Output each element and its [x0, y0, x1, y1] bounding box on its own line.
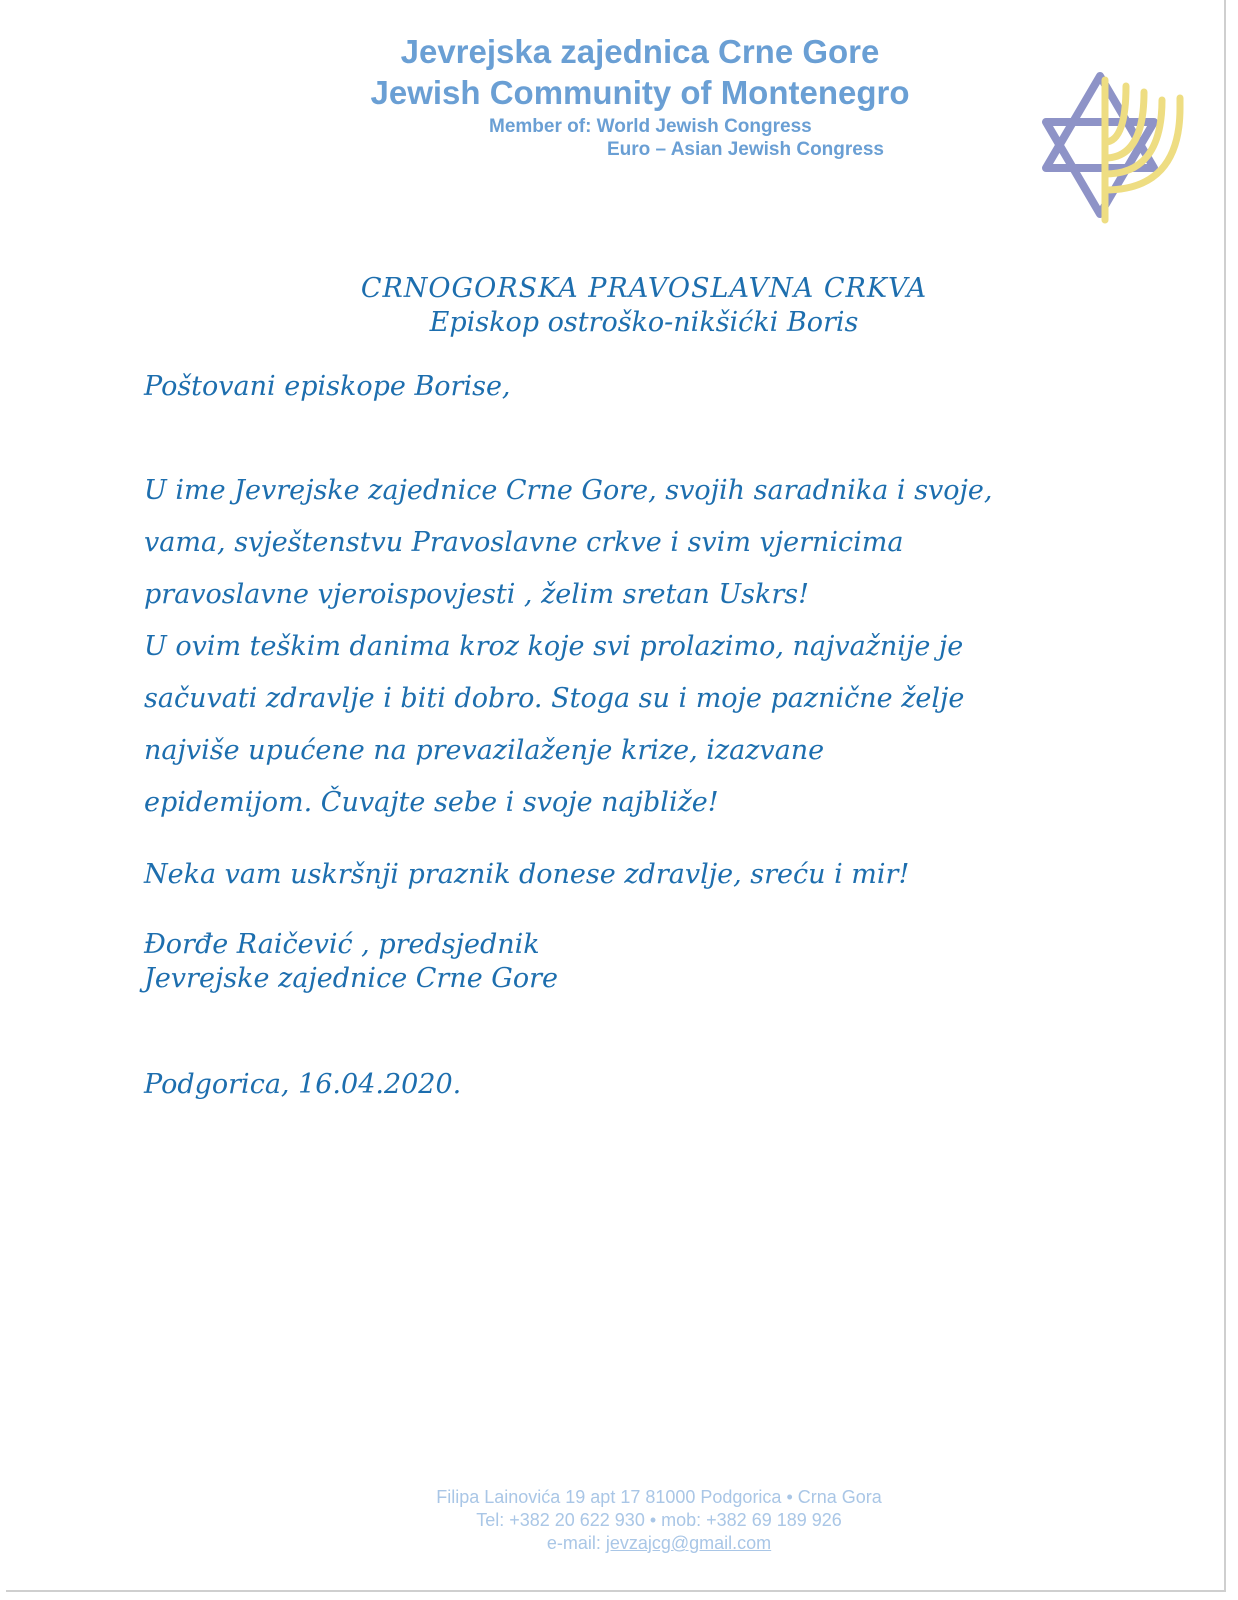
signature-title: Jevrejske zajednice Crne Gore	[144, 963, 558, 994]
star-of-david-menorah-logo-icon	[1030, 70, 1202, 230]
body-line: epidemijom. Čuvajte sebe i svoje najbliže!	[144, 787, 719, 818]
footer-email-line	[0, 1532, 1238, 1555]
body-line: U ime Jevrejske zajednice Crne Gore, svojih saradnika i svoje,	[144, 475, 993, 506]
footer-address: Filipa Lainovića 19 apt 17 81000 Podgorica • Crna Gora	[436, 1487, 882, 1507]
body-line: sačuvati zdravlje i biti dobro. Stoga su i moje paznične želje	[144, 683, 965, 714]
signature-name: Đorđe Raičević , predsjednik	[144, 929, 540, 960]
recipient-church: CRNOGORSKA PRAVOSLAVNA CRKVA	[360, 273, 928, 304]
body-line: U ovim teškim danima kroz koje svi prolazimo, najvažnije je	[144, 631, 964, 662]
star-of-david-icon	[1046, 76, 1154, 214]
place-and-date: Podgorica, 16.04.2020.	[144, 1069, 462, 1100]
footer-email-link[interactable]: jevzajcg@gmail.com	[605, 1533, 772, 1553]
body-line: vama, svještenstvu Pravoslavne crkve i svim vjernicima	[144, 527, 904, 558]
member-of-line-2: Euro – Asian Jewish Congress	[607, 139, 884, 160]
org-name-english: Jewish Community of Montenegro	[370, 74, 910, 111]
closing-wish: Neka vam uskršnji praznik donese zdravlje, sreću i mir!	[144, 859, 910, 890]
recipient-bishop: Episkop ostroško-nikšićki Boris	[429, 307, 859, 338]
body-line: najviše upućene na prevazilaženje krize, izazvane	[144, 735, 825, 766]
org-name-local: Jevrejska zajednica Crne Gore	[400, 33, 880, 70]
body-line: pravoslavne vjeroispovjesti , želim sretan Uskrs!	[144, 579, 809, 610]
footer-phones: Tel: +382 20 622 930 • mob: +382 69 189 926	[476, 1510, 842, 1530]
footer-email-label: e-mail:	[546, 1533, 606, 1553]
salutation: Poštovani episkope Borise,	[144, 371, 511, 402]
member-of-line-1: Member of: World Jewish Congress	[489, 116, 812, 137]
